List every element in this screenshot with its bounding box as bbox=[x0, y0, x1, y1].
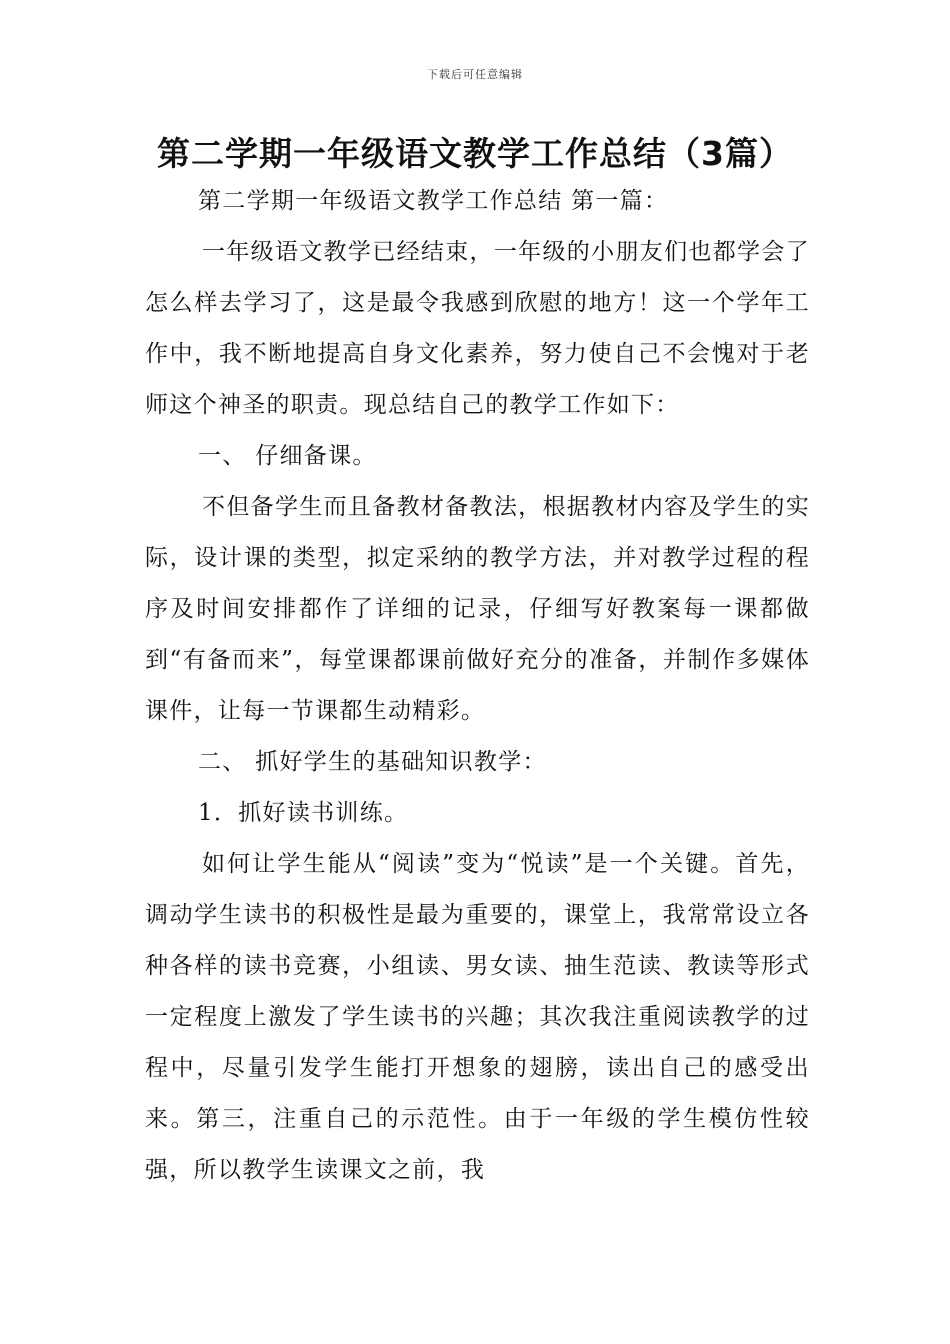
document-title: 第二学期一年级语文教学工作总结（3篇） bbox=[157, 134, 793, 173]
paragraph-reading: 如何让学生能从“阅读”变为“悦读”是一个关键。首先，调动学生读书的积极性是最为重要的，课堂上，我常常设立各种各样的读书竞赛，小组读、男女读、抽生范读、教读等形式一定程度上激发了学生读书的兴趣；其次我注重阅读教学的过程中，尽量引发学生能打开想象的翅膀，读出自己的感受出来。第三，注重自己的示范性。由于一年级的学生模仿性较强，所以教学生读课文之前，我 bbox=[145, 851, 810, 1183]
header-note: 下载后可任意编辑 bbox=[427, 68, 523, 81]
subheading-reading: 1．抓好读书训练。 bbox=[198, 800, 409, 826]
section-heading-first: 第二学期一年级语文教学工作总结 第一篇： bbox=[198, 188, 669, 214]
section-heading-preparation: 一、 仔细备课。 bbox=[198, 443, 377, 469]
document-body bbox=[145, 176, 810, 1196]
section-heading-basics: 二、 抓好学生的基础知识教学： bbox=[198, 749, 547, 775]
paragraph-preparation: 不但备学生而且备教材备教法，根据教材内容及学生的实际，设计课的类型，拟定采纳的教学方法，并对教学过程的程序及时间安排都作了详细的记录，仔细写好教案每一课都做到“有备而来”，每堂课都课前做好充分的准备，并制作多媒体课件，让每一节课都生动精彩。 bbox=[145, 494, 810, 724]
paragraph-intro: 一年级语文教学已经结束，一年级的小朋友们也都学会了怎么样去学习了，这是最令我感到欣慰的地方！这一个学年工作中，我不断地提高自身文化素养，努力使自己不会愧对于老师这个神圣的职责。现总结自己的教学工作如下： bbox=[145, 239, 810, 418]
